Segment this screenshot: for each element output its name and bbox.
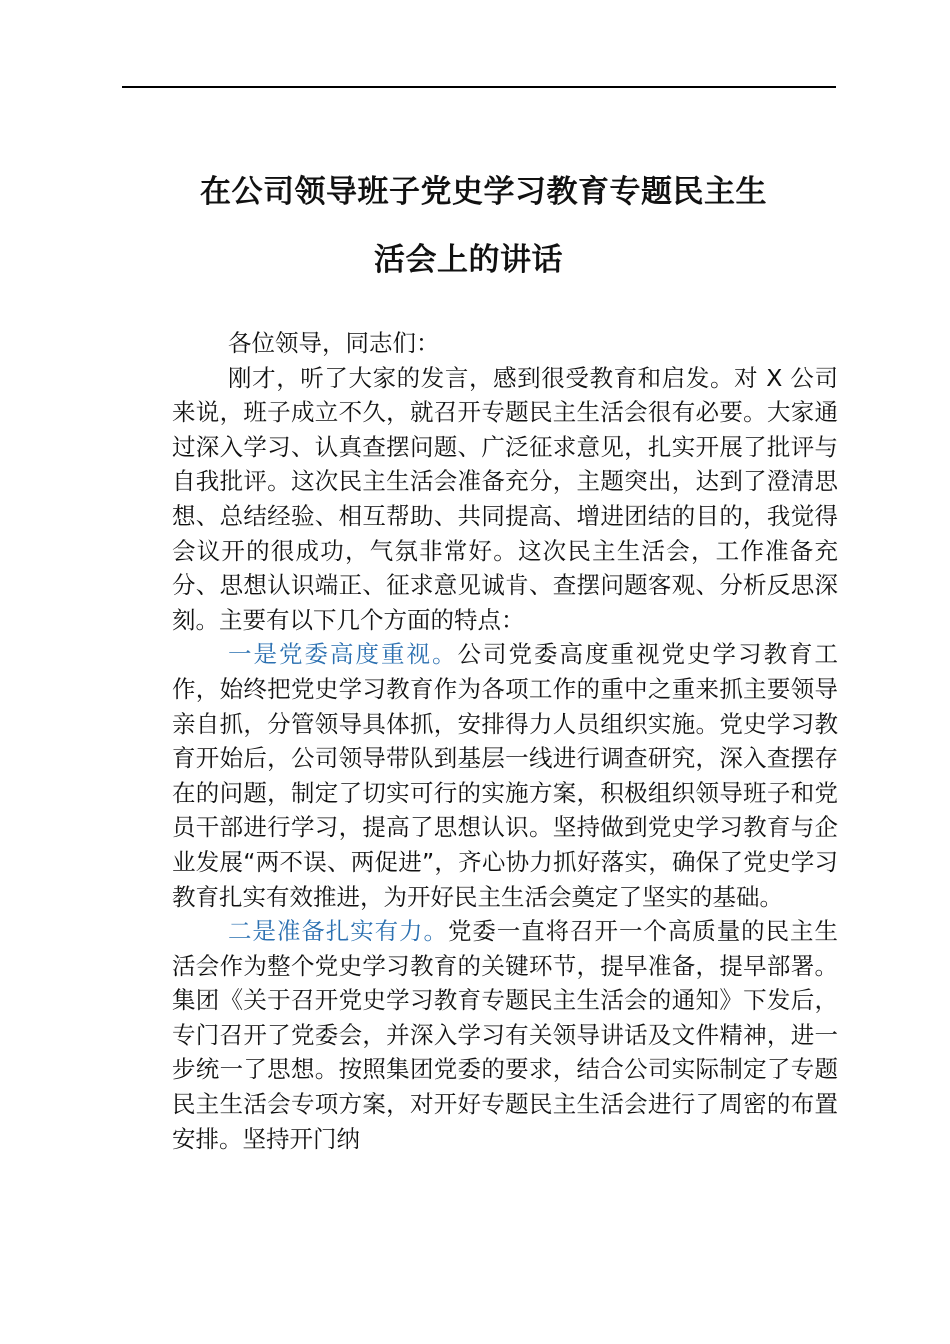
document-body	[172, 326, 838, 1156]
point-1-text: 公司党委高度重视党史学习教育工作，始终把党史学习教育作为各项工作的重中之重来抓主要领导亲自抓，分管领导具体抓，安排得力人员组织实施。党史学习教育开始后，公司领导带队到基层一线进行调查研究，深入查摆存在的问题，制定了切实可行的实施方案，积极组织领导班子和党员干部进行学习，提高了思想认识。坚持做到党史学习教育与企业发展“两不误、两促进”，齐心协力抓好落实，确保了党史学习教育扎实有效推进，为开好民主生活会奠定了坚实的基础。	[172, 640, 838, 911]
header-rule	[122, 86, 836, 88]
document-title-line-1: 在公司领导班子党史学习教育专题民主生	[200, 174, 767, 210]
paragraph-point-1	[172, 637, 838, 914]
salutation: 各位领导，同志们：	[228, 329, 440, 357]
point-1-heading: 一是党委高度重视。	[228, 640, 458, 669]
paragraph-point-2	[172, 914, 838, 1156]
document-title-line-2: 活会上的讲话	[374, 242, 563, 278]
point-2-text: 党委一直将召开一个高质量的民主生活会作为整个党史学习教育的关键环节，提早准备，提早部署。集团《关于召开党史学习教育专题民主生活会的通知》下发后，专门召开了党委会，并深入学习有关领导讲话及文件精神，进一步统一了思想。按照集团党委的要求，结合公司实际制定了专题民主生活会专项方案，对开好专题民主生活会进行了周密的布置安排。坚持开门纳	[172, 917, 838, 1153]
paragraph-intro: 刚才，听了大家的发言，感到很受教育和启发。对 X 公司来说，班子成立不久，就召开专题民主生活会很有必要。大家通过深入学习、认真查摆问题、广泛征求意见，扎实开展了批评与自我批评。这次民主生活会准备充分，主题突出，达到了澄清思想、总结经验、相互帮助、共同提高、增进团结的目的，我觉得会议开的很成功，气氛非常好。这次民主生活会，工作准备充分、思想认识端正、征求意见诚肯、查摆问题客观、分析反思深刻。主要有以下几个方面的特点：	[172, 363, 838, 634]
point-2-heading: 二是准备扎实有力。	[228, 917, 448, 946]
